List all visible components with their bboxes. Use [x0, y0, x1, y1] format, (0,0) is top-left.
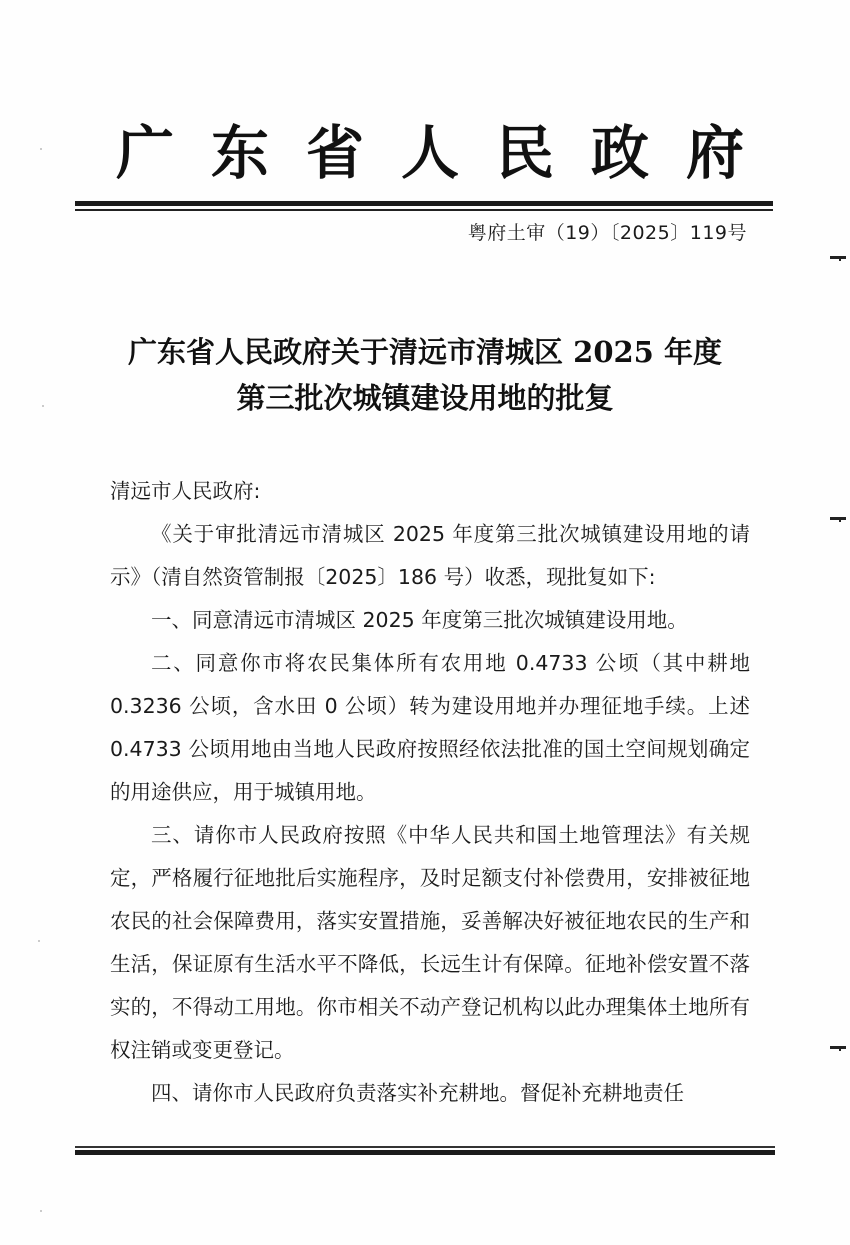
document-number: 粤府土审（19）〔2025〕119号 [467, 222, 747, 244]
binding-mark [830, 256, 846, 259]
paragraph-item-3: 三、请你市人民政府按照《中华人民共和国土地管理法》有关规定，严格履行征地批后实施程序，及时足额支付补偿费用，安排被征地农民的社会保障费用，落实安置措施，妥善解决好被征地农民的生产和生活，保证原有生活水平不降低，长远生计有保障。征地补偿安置不落实的，不得动工用地。你市相关不动产登记机构以此办理集体土地所有权注销或变更登记。 [110, 823, 750, 1062]
header-char: 东 [210, 119, 269, 187]
header-char: 人 [400, 119, 459, 187]
binding-mark [830, 1046, 846, 1049]
binding-mark [830, 517, 846, 520]
document-body [110, 513, 750, 1115]
scan-speck [40, 148, 42, 150]
paragraph-item-4: 四、请你市人民政府负责落实补充耕地。督促补充耕地责任 [151, 1081, 684, 1105]
issuing-authority-header [110, 118, 750, 188]
header-char: 省 [305, 119, 364, 187]
scan-speck [38, 940, 40, 942]
scan-speck [40, 1210, 42, 1212]
footer-divider-thin [75, 1146, 775, 1148]
addressee: 清远市人民政府: [110, 479, 261, 503]
header-divider-thick [75, 201, 773, 206]
header-divider-thin [75, 209, 773, 211]
paragraph-item-2: 二、同意你市将农民集体所有农用地 0.4733 公顷（其中耕地 0.3236 公顷，含水田 0 公顷）转为建设用地并办理征地手续。上述 0.4733 公顷用地由当地人民政府按照经依法批准的国土空间规划确定的用途供应，用于城镇用地。 [110, 651, 750, 804]
header-char: 府 [685, 119, 744, 187]
scan-speck [42, 405, 44, 407]
header-char: 民 [495, 119, 554, 187]
footer-divider-thick [75, 1150, 775, 1155]
header-char: 政 [590, 119, 649, 187]
document-title-line-2: 第三批次城镇建设用地的批复 [236, 381, 614, 415]
paragraph-intro: 《关于审批清远市清城区 2025 年度第三批次城镇建设用地的请示》（清自然资管制报〔2025〕186 号）收悉，现批复如下: [110, 522, 750, 589]
header-char: 广 [115, 119, 174, 187]
paragraph-item-1: 一、同意清远市清城区 2025 年度第三批次城镇建设用地。 [151, 608, 688, 632]
document-title-line-1: 广东省人民政府关于清远市清城区 2025 年度 [128, 335, 722, 369]
